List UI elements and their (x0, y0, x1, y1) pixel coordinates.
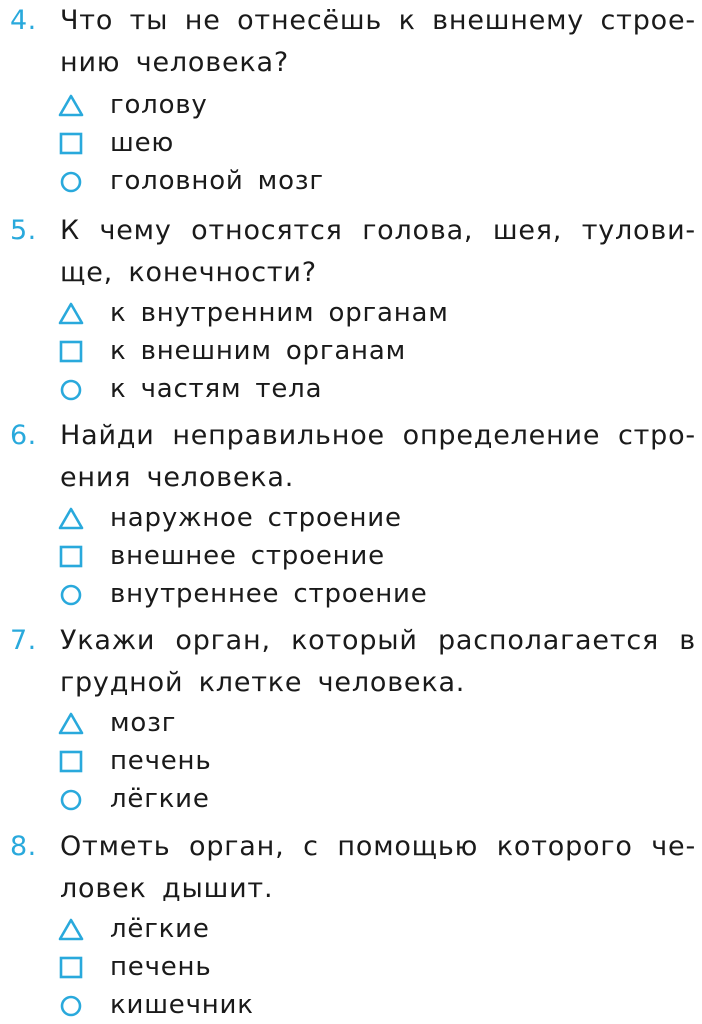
triangle-icon[interactable] (58, 918, 84, 942)
question-line: ения человека. (60, 462, 295, 493)
answer-label: внутреннее строение (110, 579, 428, 609)
question-text (60, 826, 696, 910)
question-word: который (291, 625, 418, 656)
answer-option-square[interactable] (58, 948, 618, 986)
answer-label: мозг (110, 708, 177, 738)
answer-option-triangle[interactable] (58, 910, 618, 948)
answer-label: кишечник (110, 990, 254, 1020)
question-word: неправильное (172, 420, 385, 451)
answer-options (58, 499, 618, 613)
triangle-icon[interactable] (58, 94, 84, 118)
question-word: помощью (337, 831, 479, 862)
question-word: шея, (492, 215, 563, 246)
answer-option-triangle[interactable] (58, 499, 618, 537)
answer-label: головной мозг (110, 166, 324, 196)
answer-option-square[interactable] (58, 124, 618, 162)
question-word: не (184, 5, 221, 36)
circle-icon[interactable] (58, 583, 84, 607)
square-icon[interactable] (58, 132, 84, 156)
triangle-icon[interactable] (58, 712, 84, 736)
question-line: грудной клетке человека. (60, 667, 466, 698)
answer-option-circle[interactable] (58, 986, 618, 1024)
question-word: строе- (600, 5, 696, 36)
answer-label: к частям тела (110, 374, 323, 404)
question-text (60, 620, 696, 704)
question-word: которого (496, 831, 633, 862)
square-icon[interactable] (58, 956, 84, 980)
answer-label: наружное строение (110, 503, 402, 533)
question-word: с (303, 831, 319, 862)
circle-icon[interactable] (58, 378, 84, 402)
answer-options (58, 294, 618, 408)
answer-option-triangle[interactable] (58, 704, 618, 742)
answer-options (58, 704, 618, 818)
question-line (60, 0, 696, 42)
answer-option-circle[interactable] (58, 575, 618, 613)
answer-option-triangle[interactable] (58, 86, 618, 124)
question-number: 8. (10, 831, 37, 862)
answer-label: к внешним органам (110, 336, 407, 366)
answer-option-circle[interactable] (58, 370, 618, 408)
question-word: в (679, 625, 696, 656)
question-word: Укажи (60, 625, 156, 656)
answer-option-circle[interactable] (58, 780, 618, 818)
circle-icon[interactable] (58, 788, 84, 812)
circle-icon[interactable] (58, 170, 84, 194)
question-number: 4. (10, 5, 37, 36)
question-word: орган, (175, 625, 271, 656)
answer-label: голову (110, 90, 208, 120)
answer-option-triangle[interactable] (58, 294, 618, 332)
question-line (60, 826, 696, 868)
question-word: относятся (191, 215, 343, 246)
answer-option-square[interactable] (58, 537, 618, 575)
question-number: 5. (10, 215, 37, 246)
question-line: нию человека? (60, 47, 289, 78)
answer-options (58, 910, 618, 1024)
question-word: чему (99, 215, 172, 246)
question-word: тулови- (581, 215, 696, 246)
question-text (60, 210, 696, 294)
question-word: отнесёшь (237, 5, 383, 36)
question-word: Отметь (60, 831, 171, 862)
square-icon[interactable] (58, 545, 84, 569)
question-word: стро- (618, 420, 696, 451)
question-word: определение (402, 420, 601, 451)
question-line: ще, конечности? (60, 257, 317, 288)
answer-label: лёгкие (110, 914, 210, 944)
question-word: к (398, 5, 416, 36)
question-number: 7. (10, 625, 37, 656)
triangle-icon[interactable] (58, 302, 84, 326)
question-line (60, 620, 696, 662)
question-line (60, 210, 696, 252)
question-text (60, 415, 696, 499)
answer-option-circle[interactable] (58, 162, 618, 200)
question-number: 6. (10, 420, 37, 451)
answer-option-square[interactable] (58, 332, 618, 370)
square-icon[interactable] (58, 340, 84, 364)
question-word: Найди (60, 420, 155, 451)
question-line (60, 415, 696, 457)
answer-options (58, 86, 618, 200)
question-word: внешнему (432, 5, 585, 36)
circle-icon[interactable] (58, 994, 84, 1018)
question-word: располагается (437, 625, 660, 656)
answer-label: шею (110, 128, 175, 158)
question-word: голова, (362, 215, 474, 246)
answer-label: к внутренним органам (110, 298, 449, 328)
question-word: че- (651, 831, 696, 862)
question-word: Что (60, 5, 114, 36)
answer-option-square[interactable] (58, 742, 618, 780)
answer-label: печень (110, 952, 212, 982)
question-line: ловек дышит. (60, 873, 274, 904)
answer-label: внешнее строение (110, 541, 385, 571)
triangle-icon[interactable] (58, 507, 84, 531)
question-word: К (60, 215, 80, 246)
question-word: орган, (189, 831, 285, 862)
answer-label: печень (110, 746, 212, 776)
question-word: ты (129, 5, 169, 36)
answer-label: лёгкие (110, 784, 210, 814)
square-icon[interactable] (58, 750, 84, 774)
question-text (60, 0, 696, 84)
